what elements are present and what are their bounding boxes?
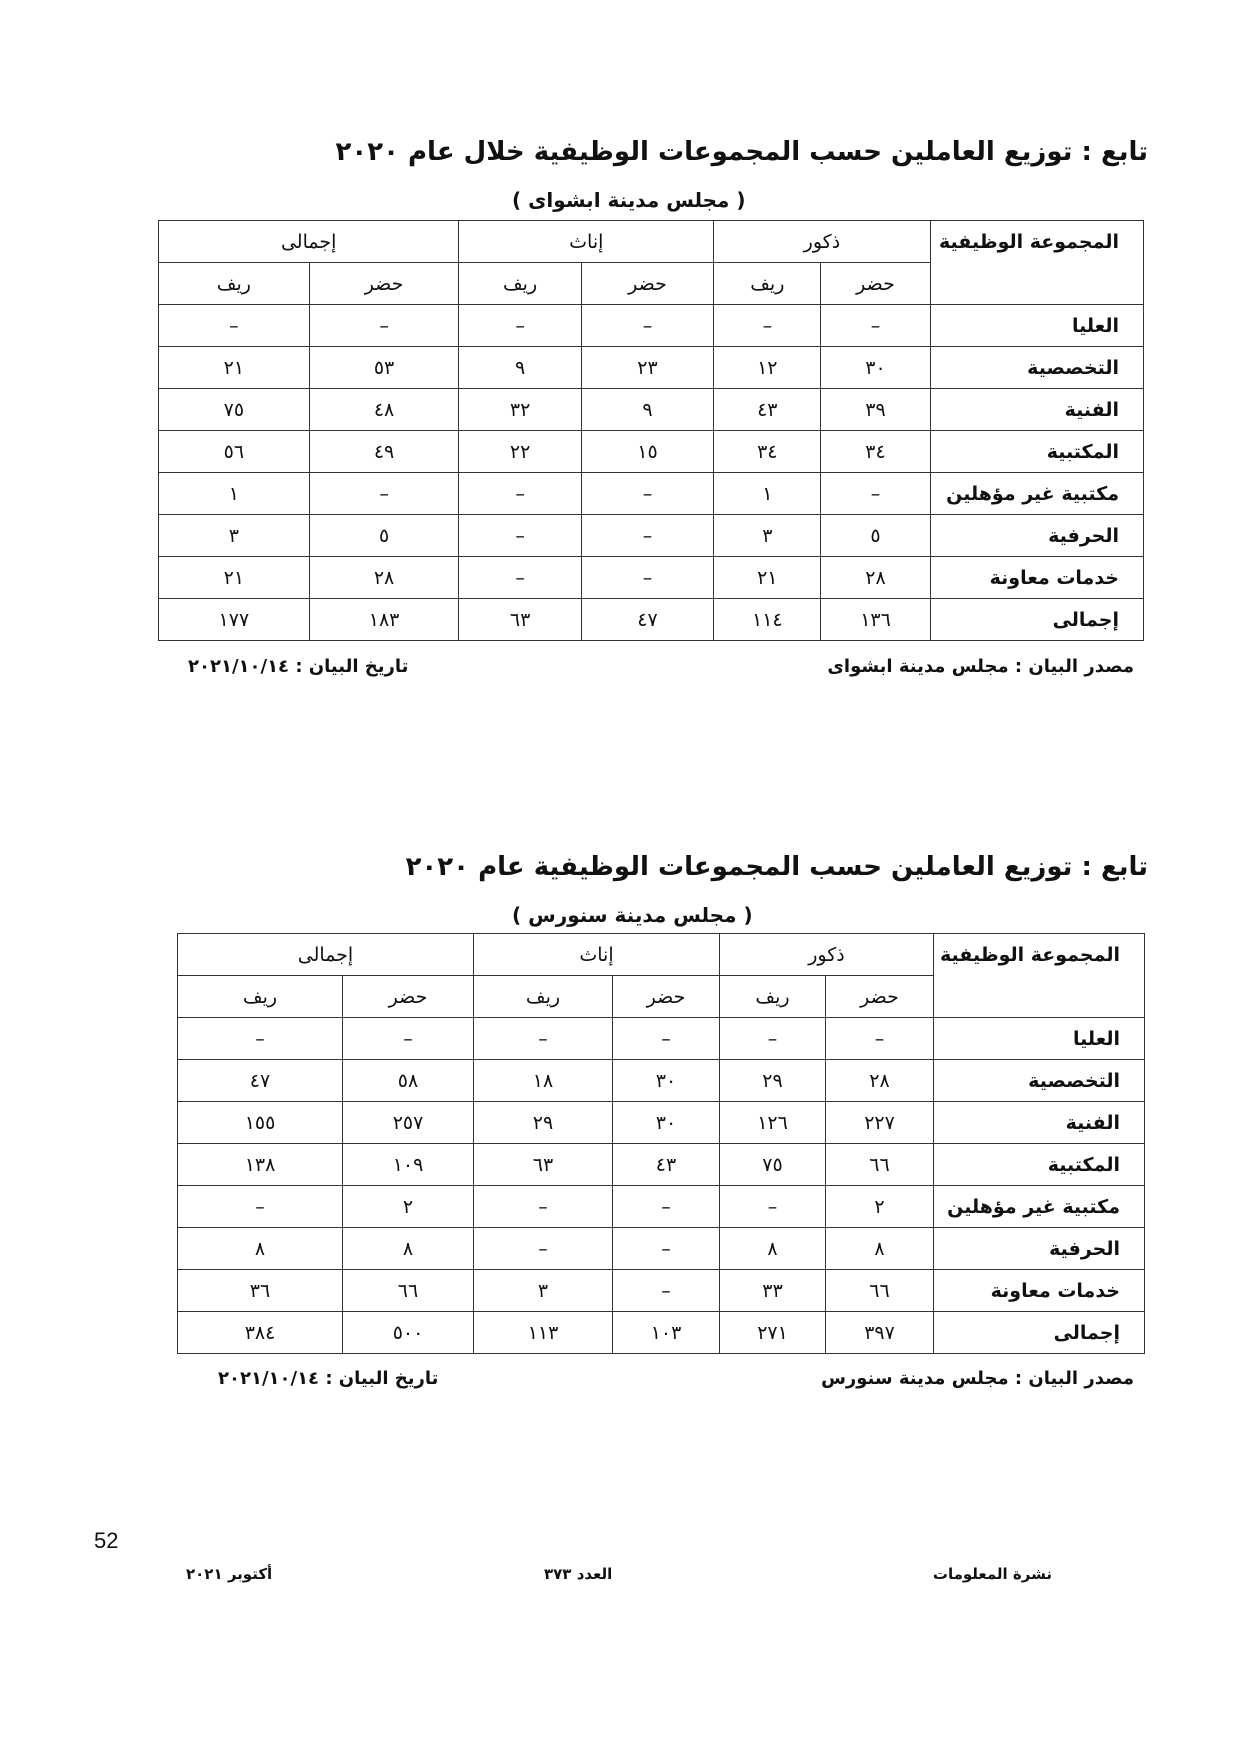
table-cell: ٢١ — [159, 347, 310, 389]
header-urban: حضر — [343, 976, 474, 1018]
table-1-title: تابع : توزيع العاملين حسب المجموعات الوظيفية خلال عام ٢٠٢٠ — [335, 137, 1148, 167]
table-cell: ٣ — [714, 515, 821, 557]
header-group-column: المجموعة الوظيفية — [934, 934, 1145, 1018]
table-1 — [158, 220, 1144, 641]
row-label: مكتبية غير مؤهلين — [934, 1186, 1145, 1228]
table-cell: – — [309, 473, 459, 515]
table-cell: ٣ — [474, 1270, 613, 1312]
row-label: المكتبية — [930, 431, 1143, 473]
row-label: المكتبية — [934, 1144, 1145, 1186]
table-cell: ٢٢٧ — [826, 1102, 934, 1144]
header-urban: حضر — [309, 263, 459, 305]
table-cell: – — [178, 1018, 343, 1060]
table-cell: ٤٩ — [309, 431, 459, 473]
table-cell: ٢ — [343, 1186, 474, 1228]
table-cell: ٩ — [459, 347, 581, 389]
table-2-source: مصدر البيان : مجلس مدينة سنورس — [821, 1368, 1134, 1389]
table-2 — [177, 933, 1145, 1354]
table-row — [178, 1312, 1145, 1354]
table-cell: ٥٣ — [309, 347, 459, 389]
table-cell: – — [474, 1228, 613, 1270]
table-cell: ٢٥٧ — [343, 1102, 474, 1144]
table-cell: ٢٨ — [821, 557, 930, 599]
page-number: 52 — [94, 1528, 119, 1553]
row-label: خدمات معاونة — [930, 557, 1143, 599]
table-cell: ٨ — [178, 1228, 343, 1270]
table-2-title: تابع : توزيع العاملين حسب المجموعات الوظيفية عام ٢٠٢٠ — [405, 852, 1148, 882]
row-label: العليا — [934, 1018, 1145, 1060]
table-cell: ٩ — [581, 389, 713, 431]
table-cell: ١٨ — [474, 1060, 613, 1102]
table-cell: ١٥ — [581, 431, 713, 473]
header-rural: ريف — [714, 263, 821, 305]
table-cell: ١١٣ — [474, 1312, 613, 1354]
row-label: مكتبية غير مؤهلين — [930, 473, 1143, 515]
table-cell: – — [613, 1228, 720, 1270]
table-cell: ٢٩ — [720, 1060, 826, 1102]
table-cell: ٣٩٧ — [826, 1312, 934, 1354]
table-row — [159, 557, 1144, 599]
header-total: إجمالى — [178, 934, 474, 976]
table-cell: ١٠٩ — [343, 1144, 474, 1186]
table-cell: ٣٤ — [821, 431, 930, 473]
header-urban: حضر — [821, 263, 930, 305]
table-cell: ٦٦ — [343, 1270, 474, 1312]
row-label: الحرفية — [930, 515, 1143, 557]
table-row — [178, 1270, 1145, 1312]
table-1-subtitle: ( مجلس مدينة ابشواى ) — [512, 188, 746, 212]
table-cell: ٢٨ — [826, 1060, 934, 1102]
table-cell: ٣٦ — [178, 1270, 343, 1312]
table-cell: ٣٩ — [821, 389, 930, 431]
table-cell: ٣٣ — [720, 1270, 826, 1312]
table-cell: ٥ — [309, 515, 459, 557]
table-cell: ٢٩ — [474, 1102, 613, 1144]
table-row — [178, 1018, 1145, 1060]
table-cell: ٥٠٠ — [343, 1312, 474, 1354]
table-1-date: تاريخ البيان : ٢٠٢١/١٠/١٤ — [188, 656, 409, 677]
table-cell: – — [821, 305, 930, 347]
table-row — [159, 473, 1144, 515]
header-males: ذكور — [720, 934, 934, 976]
table-cell: – — [459, 473, 581, 515]
table-cell: – — [178, 1186, 343, 1228]
table-cell: ١٥٥ — [178, 1102, 343, 1144]
row-label: الفنية — [934, 1102, 1145, 1144]
table-cell: – — [474, 1186, 613, 1228]
header-rural: ريف — [459, 263, 581, 305]
table-cell: ١٢٦ — [720, 1102, 826, 1144]
table-cell: – — [826, 1018, 934, 1060]
footer-bulletin: نشرة المعلومات — [932, 1565, 1052, 1583]
table-cell: – — [343, 1018, 474, 1060]
table-cell: ٦٦ — [826, 1270, 934, 1312]
table-row — [159, 389, 1144, 431]
table-cell: ٢٧١ — [720, 1312, 826, 1354]
table-cell: ٣ — [159, 515, 310, 557]
table-cell: ٤٣ — [714, 389, 821, 431]
table-row — [159, 599, 1144, 641]
footer-date: أكتوبر ٢٠٢١ — [186, 1565, 273, 1583]
table-cell: ١ — [714, 473, 821, 515]
table-cell: – — [581, 305, 713, 347]
table-cell: – — [459, 515, 581, 557]
table-cell: ٣٢ — [459, 389, 581, 431]
header-row-groups — [159, 221, 1144, 263]
table-cell: ١٢ — [714, 347, 821, 389]
table-row — [178, 1060, 1145, 1102]
header-urban: حضر — [581, 263, 713, 305]
table-cell: – — [720, 1018, 826, 1060]
table-cell: ٦٣ — [459, 599, 581, 641]
header-rural: ريف — [720, 976, 826, 1018]
table-row — [159, 305, 1144, 347]
table-cell: ١٨٣ — [309, 599, 459, 641]
table-cell: – — [821, 473, 930, 515]
row-label: التخصصية — [930, 347, 1143, 389]
table-cell: – — [159, 305, 310, 347]
table-cell: ٢٢ — [459, 431, 581, 473]
table-row — [178, 1228, 1145, 1270]
table-cell: ٢ — [826, 1186, 934, 1228]
table-cell: ٤٨ — [309, 389, 459, 431]
table-1-source: مصدر البيان : مجلس مدينة ابشواى — [827, 656, 1134, 677]
table-cell: ٤٣ — [613, 1144, 720, 1186]
table-cell: ٢١ — [159, 557, 310, 599]
table-cell: ٣٤ — [714, 431, 821, 473]
header-row-groups — [178, 934, 1145, 976]
table-cell: ٥ — [821, 515, 930, 557]
table-cell: ٨ — [826, 1228, 934, 1270]
table-cell: ٦٦ — [826, 1144, 934, 1186]
table-cell: ١١٤ — [714, 599, 821, 641]
row-label: الفنية — [930, 389, 1143, 431]
table-cell: – — [613, 1018, 720, 1060]
table-row — [159, 515, 1144, 557]
table-cell: ٥٦ — [159, 431, 310, 473]
table-cell: ٥٨ — [343, 1060, 474, 1102]
table-cell: – — [581, 557, 713, 599]
table-cell: – — [474, 1018, 613, 1060]
table-cell: ٤٧ — [178, 1060, 343, 1102]
table-cell: ٣٨٤ — [178, 1312, 343, 1354]
table-2-subtitle: ( مجلس مدينة سنورس ) — [512, 903, 753, 927]
table-cell: ٣٠ — [613, 1102, 720, 1144]
row-label: خدمات معاونة — [934, 1270, 1145, 1312]
footer-issue: العدد ٣٧٣ — [544, 1565, 613, 1583]
table-cell: ٣٠ — [821, 347, 930, 389]
table-cell: – — [309, 305, 459, 347]
header-group-column: المجموعة الوظيفية — [930, 221, 1143, 305]
table-cell: ١٧٧ — [159, 599, 310, 641]
table-cell: ٧٥ — [159, 389, 310, 431]
header-urban: حضر — [826, 976, 934, 1018]
table-cell: ٣٠ — [613, 1060, 720, 1102]
header-rural: ريف — [178, 976, 343, 1018]
table-cell: ٢٣ — [581, 347, 713, 389]
table-cell: – — [581, 515, 713, 557]
table-cell: – — [581, 473, 713, 515]
header-males: ذكور — [714, 221, 930, 263]
table-cell: ١٣٦ — [821, 599, 930, 641]
table-2-date: تاريخ البيان : ٢٠٢١/١٠/١٤ — [218, 1368, 439, 1389]
table-cell: ١ — [159, 473, 310, 515]
table-cell: – — [613, 1186, 720, 1228]
row-label: التخصصية — [934, 1060, 1145, 1102]
table-row — [178, 1102, 1145, 1144]
table-cell: ٢٨ — [309, 557, 459, 599]
table-row — [178, 1144, 1145, 1186]
table-cell: ٨ — [720, 1228, 826, 1270]
table-cell: – — [720, 1186, 826, 1228]
table-cell: ٤٧ — [581, 599, 713, 641]
header-rural: ريف — [474, 976, 613, 1018]
table-cell: – — [459, 557, 581, 599]
table-cell: – — [714, 305, 821, 347]
row-label: إجمالى — [934, 1312, 1145, 1354]
row-label: الحرفية — [934, 1228, 1145, 1270]
header-females: إناث — [459, 221, 714, 263]
table-row — [178, 1186, 1145, 1228]
table-cell: ٧٥ — [720, 1144, 826, 1186]
header-females: إناث — [474, 934, 720, 976]
table-cell: ٦٣ — [474, 1144, 613, 1186]
table-row — [159, 347, 1144, 389]
header-rural: ريف — [159, 263, 310, 305]
table-cell: ١٣٨ — [178, 1144, 343, 1186]
table-cell: ٨ — [343, 1228, 474, 1270]
table-cell: ٢١ — [714, 557, 821, 599]
table-cell: – — [459, 305, 581, 347]
header-urban: حضر — [613, 976, 720, 1018]
table-row — [159, 431, 1144, 473]
row-label: إجمالى — [930, 599, 1143, 641]
header-total: إجمالى — [159, 221, 459, 263]
table-cell: – — [613, 1270, 720, 1312]
row-label: العليا — [930, 305, 1143, 347]
table-cell: ١٠٣ — [613, 1312, 720, 1354]
